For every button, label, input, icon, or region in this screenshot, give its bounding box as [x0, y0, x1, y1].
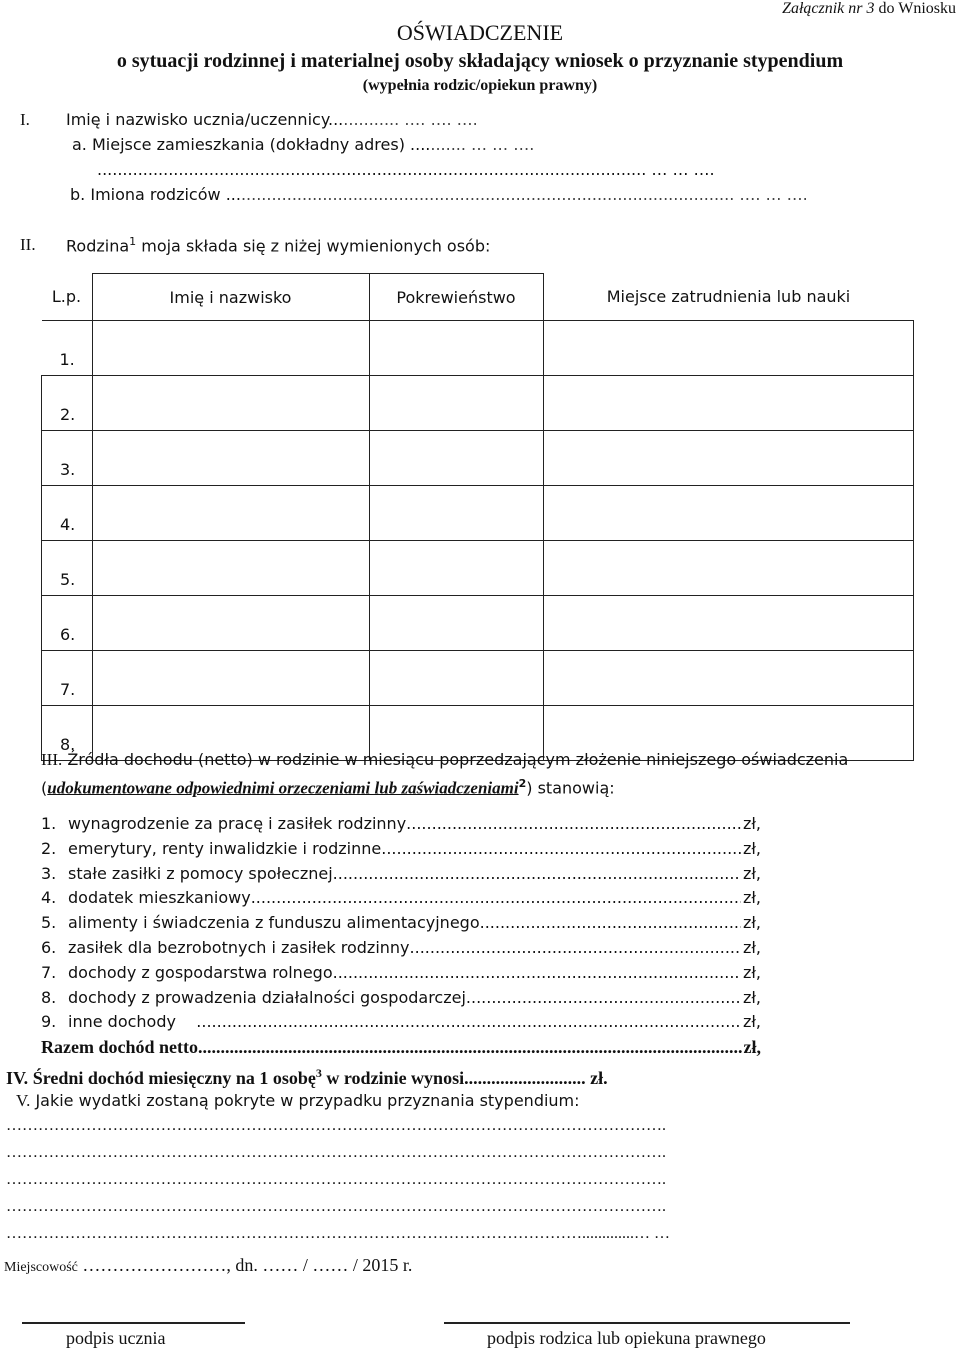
column-header-name: Imię i nazwisko — [92, 274, 369, 321]
item-number: 4. — [41, 888, 57, 908]
income-item-unemployment[interactable] — [41, 936, 761, 961]
income-sources-list — [41, 812, 761, 1060]
filler-note: (wypełnia rodzic/opiekun prawny) — [362, 77, 598, 94]
column-header-lp: L.p. — [42, 274, 93, 321]
dot-leader — [480, 911, 741, 936]
row-number: 2. — [42, 376, 93, 431]
income-item-housing-allowance[interactable] — [41, 886, 761, 911]
name-cell[interactable] — [92, 321, 369, 376]
item-unit: zł, — [742, 814, 761, 833]
item-label: dodatek mieszkaniowy — [68, 888, 251, 908]
column-header-relationship: Pokrewieństwo — [369, 274, 543, 321]
workplace-cell[interactable] — [543, 651, 914, 706]
income-item-other[interactable] — [41, 1010, 761, 1035]
relationship-cell[interactable] — [369, 376, 543, 431]
item-label: inne dochody — [68, 1012, 197, 1032]
name-cell[interactable] — [92, 486, 369, 541]
attachment-number: Załącznik nr 3 — [782, 0, 875, 17]
item-label: stałe zasiłki z pomocy społecznej — [68, 863, 333, 883]
name-cell[interactable] — [92, 596, 369, 651]
item-number: 5. — [41, 913, 57, 933]
item-number: 8. — [41, 987, 57, 1007]
income-item-social-benefits[interactable] — [41, 862, 761, 887]
workplace-cell[interactable] — [543, 321, 914, 376]
parents-num: b. — [70, 185, 86, 204]
section-3-paragraph — [41, 748, 959, 800]
parent-signature-line[interactable] — [444, 1322, 850, 1324]
section-1-num: I. — [20, 110, 30, 129]
name-cell[interactable] — [92, 651, 369, 706]
workplace-cell[interactable] — [543, 486, 914, 541]
relationship-cell[interactable] — [369, 596, 543, 651]
table-row — [42, 596, 914, 651]
section-4-text-pre: Średni dochód miesięczny na 1 osobę — [32, 1068, 316, 1088]
income-item-salary[interactable] — [41, 812, 761, 837]
income-total[interactable] — [41, 1035, 761, 1060]
section-2-heading — [66, 235, 490, 255]
table-body — [42, 321, 914, 761]
item-number: 2. — [41, 838, 57, 858]
dot-leader — [381, 837, 741, 862]
column-header-workplace: Miejsce zatrudnienia lub nauki — [543, 274, 914, 321]
section-4-num: IV. — [6, 1068, 29, 1088]
row-number: 5. — [42, 541, 93, 596]
row-number: 4. — [42, 486, 93, 541]
section-2-text-post: moja składa się z niżej wymienionych osób: — [136, 236, 491, 256]
item-number: 3. — [41, 863, 57, 883]
relationship-cell[interactable] — [369, 651, 543, 706]
table-header-row — [42, 274, 914, 321]
row-number: 3. — [42, 431, 93, 486]
row-number: 7. — [42, 651, 93, 706]
address-dots: ....... … … …. — [430, 135, 535, 154]
footnote-3-marker: 3 — [315, 1066, 322, 1080]
attachment-rest: do Wniosku — [874, 0, 956, 17]
section-5-num: V. — [16, 1091, 31, 1110]
row-number: 6. — [42, 596, 93, 651]
dot-leader — [251, 886, 741, 911]
item-unit: zł, — [742, 913, 761, 933]
address-num: a. — [72, 135, 87, 154]
relationship-cell[interactable] — [369, 486, 543, 541]
dot-leader — [466, 986, 741, 1011]
student-signature-label: podpis ucznia — [66, 1328, 166, 1348]
student-name-label[interactable] — [66, 110, 478, 129]
section-2-num: II. — [20, 235, 36, 254]
parents-dots: ................................................................................................. …. … …. — [240, 185, 808, 204]
attachment-note — [782, 0, 956, 18]
income-item-alimony[interactable] — [41, 911, 761, 936]
address-label[interactable] — [72, 135, 534, 154]
item-number: 9. — [41, 1012, 57, 1032]
name-cell[interactable] — [92, 541, 369, 596]
parents-names-label[interactable] — [70, 185, 808, 204]
item-number: 6. — [41, 937, 57, 957]
address-text: Miejsce zamieszkania (dokładny adres) .... — [91, 135, 431, 154]
student-name-dots: ........... …. …. …. — [343, 110, 478, 129]
item-label: alimenty i świadczenia z funduszu alimentacyjnego — [68, 913, 480, 933]
item-unit: zł, — [742, 937, 761, 957]
expenses-line-5[interactable]: ……………………………………………………………………………………………….............… … — [6, 1225, 670, 1242]
relationship-cell[interactable] — [369, 431, 543, 486]
workplace-cell[interactable] — [543, 541, 914, 596]
table-row — [42, 431, 914, 486]
expenses-heading — [16, 1091, 580, 1111]
item-unit: zł, — [742, 838, 761, 858]
table-row — [42, 541, 914, 596]
item-number: 1. — [41, 814, 57, 833]
item-unit: zł, — [742, 1012, 761, 1032]
table-row — [42, 376, 914, 431]
dot-leader — [333, 961, 741, 986]
item-label: dochody z prowadzenia działalności gospodarczej — [68, 987, 466, 1007]
expenses-line-3[interactable]: ……………………………………………………………………………………………………………. — [6, 1171, 666, 1188]
dot-leader — [410, 936, 741, 961]
section-3-num: III. — [41, 750, 63, 769]
row-number: 8. — [42, 706, 93, 761]
place-label: Miejscowość — [4, 1260, 78, 1275]
workplace-cell[interactable] — [543, 376, 914, 431]
average-income-line[interactable] — [6, 1066, 608, 1089]
parent-signature-label: podpis rodzica lub opiekuna prawnego — [487, 1328, 766, 1348]
student-signature-line[interactable] — [22, 1322, 245, 1324]
total-unit: zł, — [743, 1037, 761, 1058]
document-subtitle: o sytuacji rodzinnej i materialnej osoby składający wniosek o przyznanie stypendium — [116, 50, 844, 72]
income-item-farming[interactable] — [41, 961, 761, 986]
section-3-close-paren: ) stanowią: — [526, 778, 615, 798]
family-members-table — [41, 273, 914, 761]
dot-leader — [198, 1035, 742, 1060]
item-unit: zł, — [742, 888, 761, 908]
income-item-business[interactable] — [41, 986, 761, 1011]
row-number: 1. — [42, 321, 93, 376]
item-label: emerytury, renty inwalidzkie i rodzinne — [68, 838, 382, 858]
section-2-text-pre: Rodzina — [66, 236, 130, 256]
section-3-open-paren: ( — [41, 778, 48, 798]
parents-text: Imiona rodziców ... — [90, 185, 241, 204]
item-label: zasiłek dla bezrobotnych i zasiłek rodzinny — [68, 937, 410, 957]
footnote-1-marker: 1 — [129, 235, 137, 248]
section-5-text: Jakie wydatki zostaną pokryte w przypadku przyznania stypendium: — [35, 1091, 580, 1110]
expenses-line-2[interactable]: ……………………………………………………………………………………………………………. — [6, 1144, 666, 1161]
item-label: dochody z gospodarstwa rolnego — [68, 962, 333, 982]
place-date-dots: ……………………, dn. …… / …… / 2015 r. — [77, 1255, 413, 1275]
document-title: OŚWIADCZENIE — [396, 20, 564, 45]
place-date-line[interactable] — [4, 1255, 412, 1276]
section-4-unit: zł. — [585, 1068, 608, 1088]
name-cell[interactable] — [92, 376, 369, 431]
table-row — [42, 321, 914, 376]
dot-leader — [406, 812, 741, 837]
table-row — [42, 651, 914, 706]
relationship-cell[interactable] — [369, 321, 543, 376]
expenses-line-4[interactable]: ……………………………………………………………………………………………………………. — [6, 1198, 666, 1215]
workplace-cell[interactable] — [543, 431, 914, 486]
footnote-2-marker: 2 — [518, 777, 527, 790]
section-4-text-post: w rodzinie wynosi — [321, 1068, 465, 1088]
table-row — [42, 486, 914, 541]
student-name-text: Imię i nazwisko ucznia/uczennicy... — [66, 110, 344, 129]
item-unit: zł, — [742, 962, 761, 982]
expenses-line-1[interactable]: ……………………………………………………………………………………………………………. — [6, 1117, 666, 1134]
total-label: Razem dochód netto — [41, 1037, 198, 1058]
section-3-documentation-note: udokumentowane odpowiednimi orzeczeniami lub zaświadczeniami — [47, 778, 519, 798]
section-3-text-line1: Źródła dochodu (netto) w rodzinie w miesiącu poprzedzającym złożenie niniejszego oświadczenia — [67, 750, 849, 769]
item-number: 7. — [41, 962, 57, 982]
workplace-cell[interactable] — [543, 596, 914, 651]
dot-leader — [333, 862, 741, 887]
item-unit: zł, — [742, 863, 761, 883]
dot-leader — [196, 1010, 741, 1035]
name-cell[interactable] — [92, 431, 369, 486]
address-continuation[interactable]: ............................................................................................................ … … …. — [97, 160, 715, 179]
item-label: wynagrodzenie za pracę i zasiłek rodzinny — [68, 814, 407, 833]
income-item-pensions[interactable] — [41, 837, 761, 862]
item-unit: zł, — [742, 987, 761, 1007]
relationship-cell[interactable] — [369, 541, 543, 596]
section-4-dots: ........................... — [464, 1068, 586, 1088]
